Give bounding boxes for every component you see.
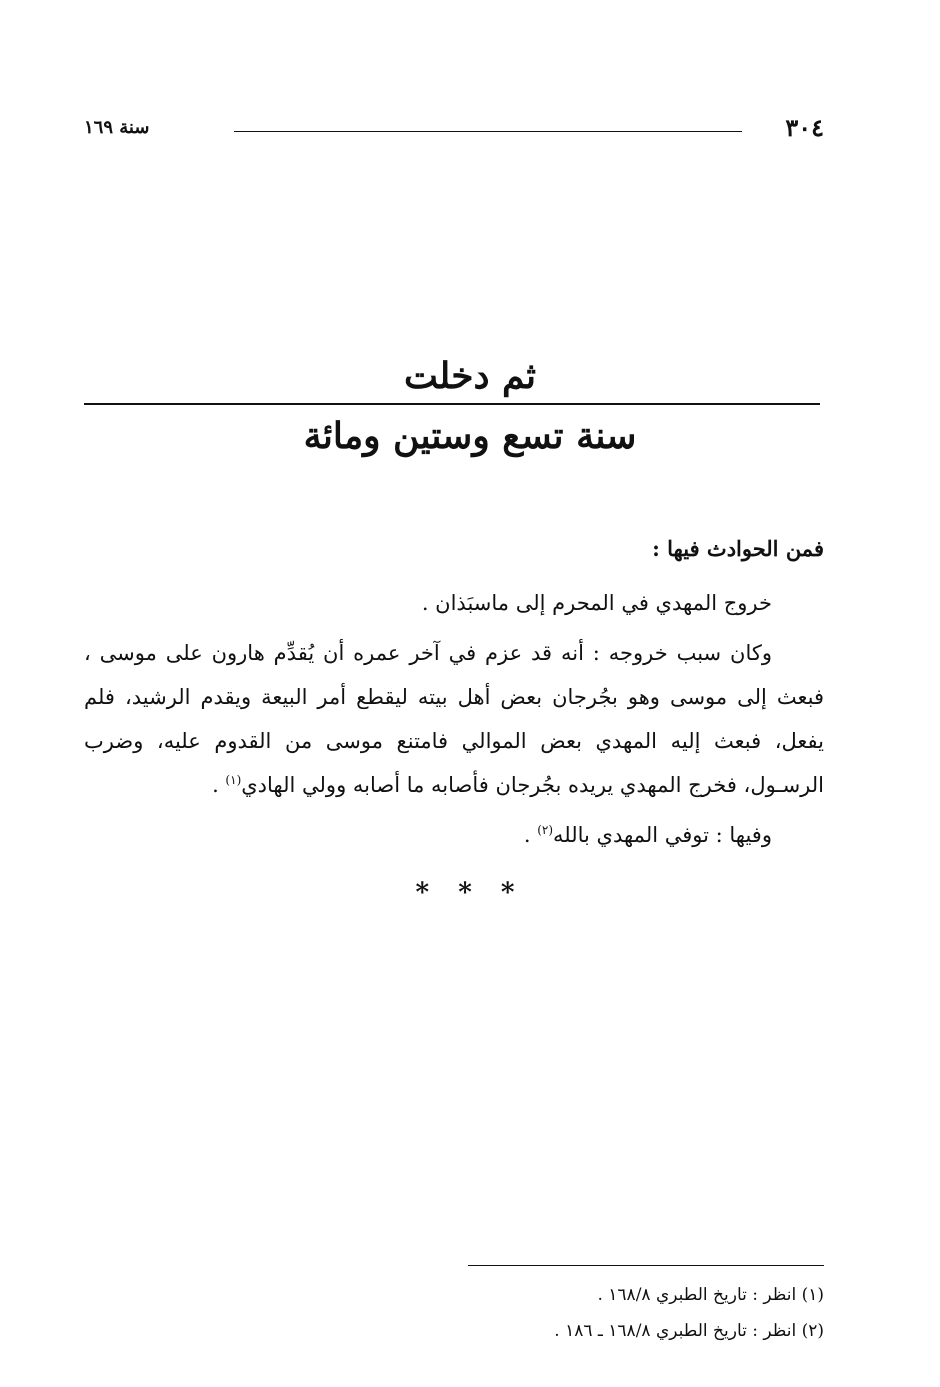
footnotes — [440, 1277, 824, 1349]
death-end: . — [523, 823, 538, 847]
header-rule — [234, 131, 742, 132]
chapter-heading-line2: سنة تسع وستين ومائة — [303, 415, 637, 457]
section-separator: * * * — [415, 878, 525, 908]
cause-end: . — [212, 773, 226, 797]
cause-paragraph — [84, 631, 824, 807]
footnote-1: (١) انظر : تاريخ الطبري ١٦٨/٨ . — [597, 1285, 824, 1305]
cause-text: وكان سبب خروجه : أنه قد عزم في آخر عمره أن يُقدِّم هارون على موسى ، فبعث إلى موسى وهو بجُرجان بعض أهل بيته ليقطع أمر البيعة ويقدم الرشيد، فلم يفعل، فبعث إليه المهدي بعض الموالي فامتنع موسى من القدوم عليه، وضرب الرسـول، فخرج المهدي يريده بجُرجان فأصابه ما أصابه وولي الهادي — [84, 641, 824, 797]
death-text: وفيها : توفي المهدي بالله — [553, 823, 772, 847]
footnote-ref-1: (١) — [225, 773, 242, 787]
footnote-2: (٢) انظر : تاريخ الطبري ١٦٨/٨ ـ ١٨٦ . — [554, 1321, 824, 1341]
death-paragraph — [84, 813, 824, 857]
heading-rule — [84, 403, 820, 405]
page-number: ٣٠٤ — [785, 113, 824, 142]
event-paragraph: خروج المهدي في المحرم إلى ماسبَذان . — [421, 591, 772, 615]
running-header — [84, 112, 824, 144]
footnote-rule — [468, 1265, 824, 1266]
body-text — [84, 527, 824, 857]
footnote-ref-2: (٢) — [537, 823, 554, 837]
chapter-heading-line1: ثم دخلت — [403, 355, 537, 397]
events-lead: فمن الحوادث فيها : — [652, 536, 824, 561]
running-title: سنة ١٦٩ — [84, 117, 150, 138]
